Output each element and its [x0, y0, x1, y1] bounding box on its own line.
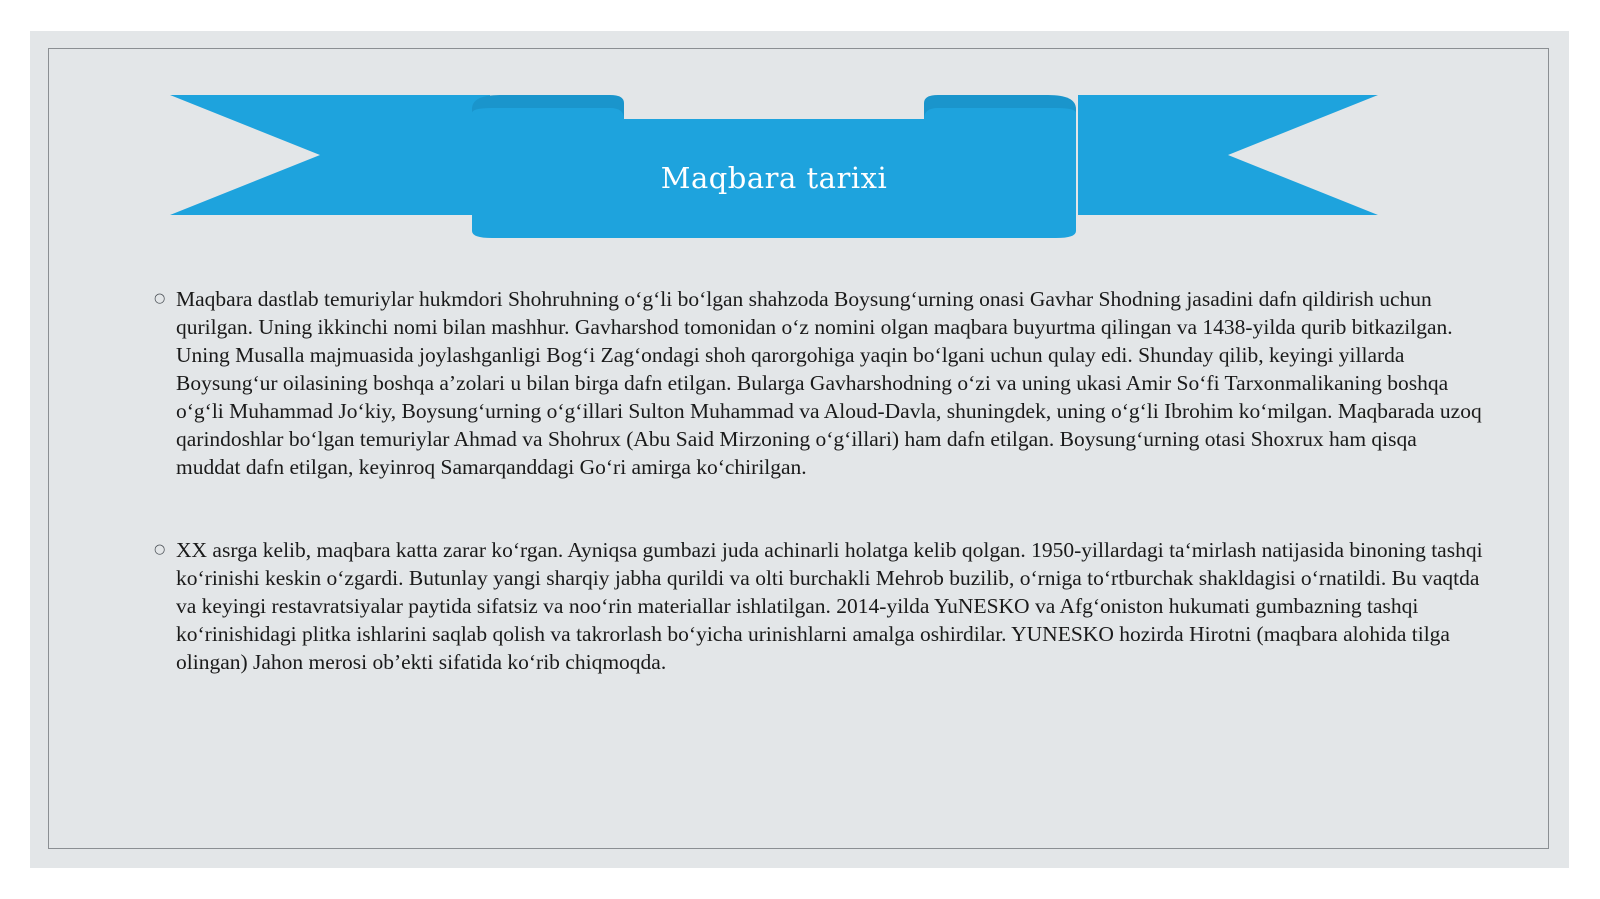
hollow-circle-bullet-icon: ○ [154, 291, 166, 306]
banner-right-tail [1078, 95, 1378, 215]
bullet-text: XX asrga kelib, maqbara katta zarar ko‘rgan. Ayniqsa gumbazi juda achinarli holatga kelib qolgan. 1950-yillardagi ta‘mirlash natijasida binoning tashqi ko‘rinishi keskin o‘zgardi. Butunlay yangi sharqiy jabha qurildi va olti burchakli Mehrob buzilib, o‘rniga to‘rtburchak shakldagisi o‘rnatildi. Bu vaqtda va keyingi restavratsiyalar paytida sifatsiz va noo‘rin materiallar ishlatilgan. 2014-yilda YuNESKO va Afg‘oniston hukumati gumbazning tashqi ko‘rinishidagi plitka ishlarini saqlab qolish va takrorlash bo‘yicha urinishlarni amalga oshirdilar. YUNESKO hozirda Hirotni (maqbara alohida tilga olingan) Jahon merosi ob’ekti sifatida ko‘rib chiqmoqda. [176, 538, 1483, 674]
bullet-item [154, 536, 1484, 676]
bullet-text: Maqbara dastlab temuriylar hukmdori Shohruhning o‘g‘li bo‘lgan shahzoda Boysung‘urning onasi Gavhar Shodning jasadini dafn qildirish uchun qurilgan. Uning ikkinchi nomi bilan mashhur. Gavharshod tomonidan o‘z nomini olgan maqbara buyurtma qilingan va 1438-yilda qurib bitkazilgan. Uning Musalla majmuasida joylashganligi Bog‘i Zag‘ondagi shoh qarorgohiga yaqin bo‘lgani uchun qulay edi. Shunday qilib, keyingi yillarda Boysung‘ur oilasining boshqa a’zolari u bilan birga dafn etilgan. Bularga Gavharshodning o‘zi va uning ukasi Amir So‘fi Tarxonmalikaning boshqa o‘g‘li Muhammad Jo‘kiy, Boysung‘urning o‘g‘illari Sulton Muhammad va Aloud-Davla, shuningdek, uning o‘g‘li Ibrohim ko‘milgan. Maqbarada uzoq qarindoshlar bo‘lgan temuriylar Ahmad va Shohrux (Abu Said Mirzoning o‘g‘illari) ham dafn etilgan. Boysung‘urning otasi Shoxrux ham qisqa muddat dafn etilgan, keyinroq Samarqanddagi Go‘ri amirga ko‘chirilgan. [176, 287, 1482, 479]
slide [30, 31, 1569, 868]
slide-title: Maqbara tarixi [660, 161, 888, 195]
bullet-list [154, 285, 1484, 676]
banner-left-tail [170, 95, 490, 215]
hollow-circle-bullet-icon: ○ [154, 542, 166, 557]
bullet-item [154, 285, 1484, 481]
